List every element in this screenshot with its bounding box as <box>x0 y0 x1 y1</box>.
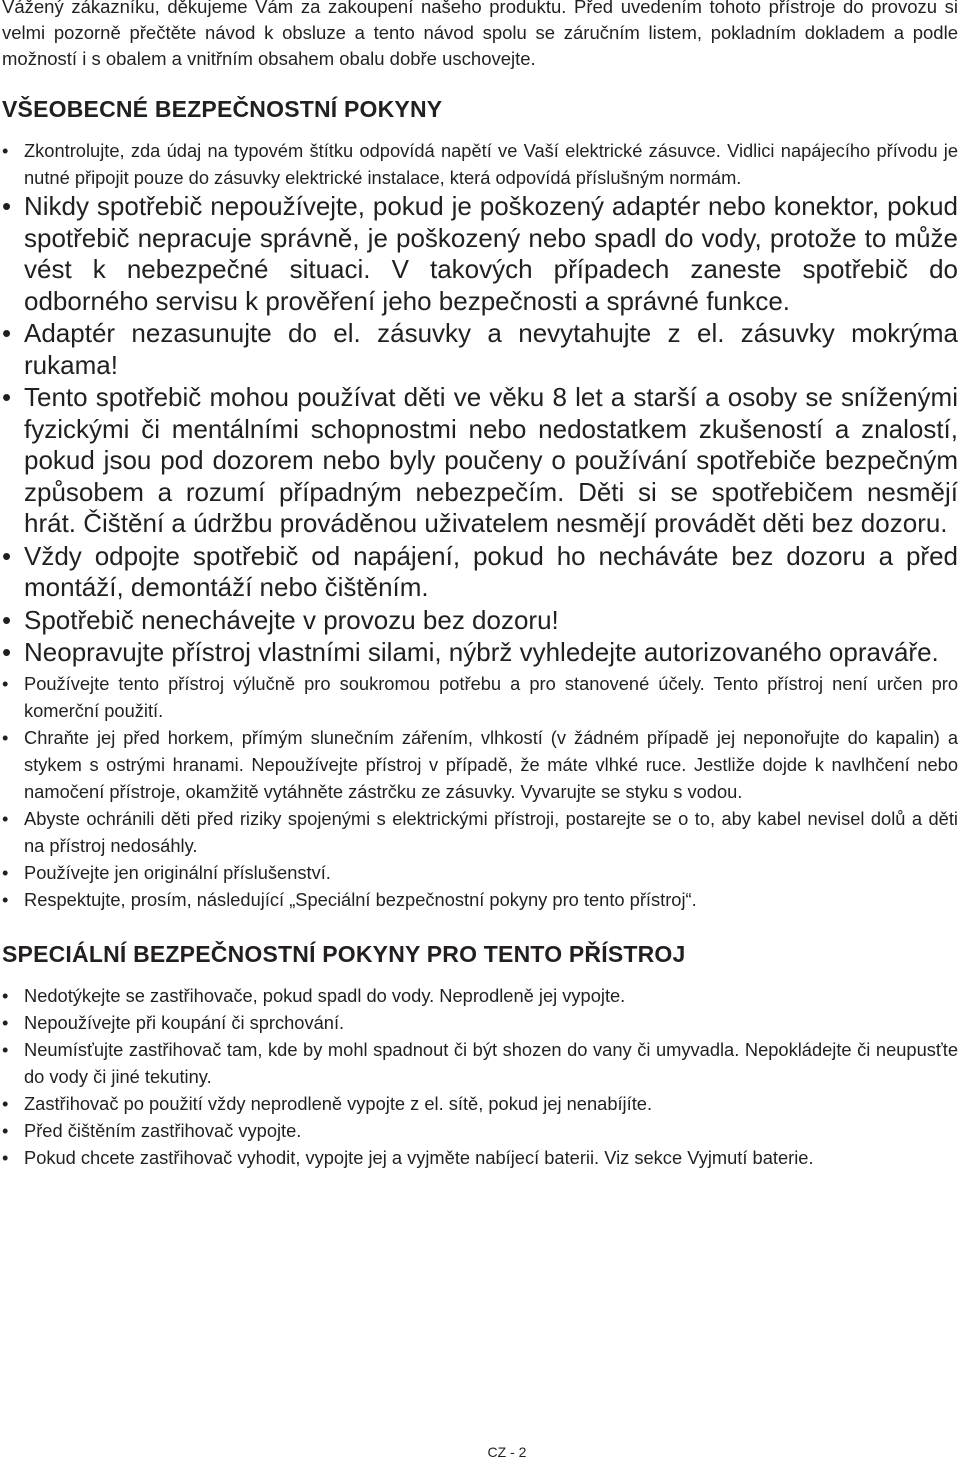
list-item: • Abyste ochránili děti před riziky spojenými s elektrickými přístroji, postarejte se o to, aby kabel nevisel dolů a děti na přístroj nedosáhly. <box>2 805 958 859</box>
list-item: • Neumísťujte zastřihovač tam, kde by mohl spadnout či být shozen do vany či umyvadla. Nepokládejte či neupusťte do vody či jiné tekutiny. <box>2 1036 958 1090</box>
list-item: • Používejte jen originální příslušenství. <box>2 859 958 886</box>
list-item: • Vždy odpojte spotřebič od napájení, pokud ho necháváte bez dozoru a před montáží, demontáží nebo čištěním. <box>2 541 958 604</box>
list-item: • Zkontrolujte, zda údaj na typovém štítku odpovídá napětí ve Vaší elektrické zásuvce. Vidlici napájecího přívodu je nutné připojit pouze do zásuvky elektrické instalace, která odpovídá příslušným normám. <box>2 137 958 191</box>
special-safety-list <box>2 982 958 1171</box>
list-item: • Nedotýkejte se zastřihovače, pokud spadl do vody. Neprodleně jej vypojte. <box>2 982 958 1009</box>
list-item: • Používejte tento přístroj výlučně pro soukromou potřebu a pro stanovené účely. Tento přístroj není určen pro komerční použití. <box>2 670 958 724</box>
general-safety-list-c <box>2 670 958 913</box>
list-item: • Neopravujte přístroj vlastními silami, nýbrž vyhledejte autorizovaného opraváře. <box>2 637 958 669</box>
list-item: • Spotřebič nenechávejte v provozu bez dozoru! <box>2 605 958 637</box>
general-safety-list-b <box>2 191 958 669</box>
general-safety-heading: VŠEOBECNÉ BEZPEČNOSTNÍ POKYNY <box>2 96 443 122</box>
list-item: • Chraňte jej před horkem, přímým slunečním zářením, vlhkostí (v žádném případě jej neponořujte do kapalin) a stykem s ostrými hranami. Nepoužívejte přístroj v případě, že máte vlhké ruce. Jestliže dojde k navlhčení nebo namočení přístroje, okamžitě vytáhněte zástrčku ze zásuvky. Vyvarujte se styku s vodou. <box>2 724 958 805</box>
list-item: • Zastřihovač po použití vždy neprodleně vypojte z el. sítě, pokud jej nenabíjíte. <box>2 1090 958 1117</box>
list-item: • Adaptér nezasunujte do el. zásuvky a nevytahujte z el. zásuvky mokrýma rukama! <box>2 318 958 381</box>
page-number: CZ - 2 <box>487 1444 527 1460</box>
list-item: • Před čištěním zastřihovač vypojte. <box>2 1117 958 1144</box>
list-item: • Nepoužívejte při koupání či sprchování. <box>2 1009 958 1036</box>
special-safety-heading: SPECIÁLNÍ BEZPEČNOSTNÍ POKYNY PRO TENTO PŘÍSTROJ <box>2 940 686 967</box>
list-item: • Nikdy spotřebič nepoužívejte, pokud je poškozený adaptér nebo konektor, pokud spotřebič nepracuje správně, je poškozený nebo spadl do vody, protože to může vést k nebezpečné situaci. V takových případech zaneste spotřebič do odborného servisu k prověření jeho bezpečnosti a správné funkce. <box>2 191 958 317</box>
intro-paragraph: Vážený zákazníku, děkujeme Vám za zakoupení našeho produktu. Před uvedením tohoto přístroje do provozu si velmi pozorně přečtěte návod k obsluze a tento návod spolu se záručním listem, pokladním dokladem a podle možností i s obalem a vnitřním obsahem obalu dobře uschovejte. <box>2 0 958 69</box>
general-safety-list-a <box>2 137 958 191</box>
list-item: • Pokud chcete zastřihovač vyhodit, vypojte jej a vyjměte nabíjecí baterii. Viz sekce Vyjmutí baterie. <box>2 1144 958 1171</box>
list-item: • Tento spotřebič mohou používat děti ve věku 8 let a starší a osoby se sníženými fyzickými či mentálními schopnostmi nebo nedostatkem zkušeností a znalostí, pokud jsou pod dozorem nebo byly poučeny o používání spotřebiče bezpečným způsobem a rozumí případným nebezpečím. Děti si se spotřebičem nesmějí hrát. Čištění a údržbu prováděnou uživatelem nesmějí provádět děti bez dozoru. <box>2 382 958 540</box>
list-item: • Respektujte, prosím, následující „Speciální bezpečnostní pokyny pro tento přístroj“. <box>2 886 958 913</box>
